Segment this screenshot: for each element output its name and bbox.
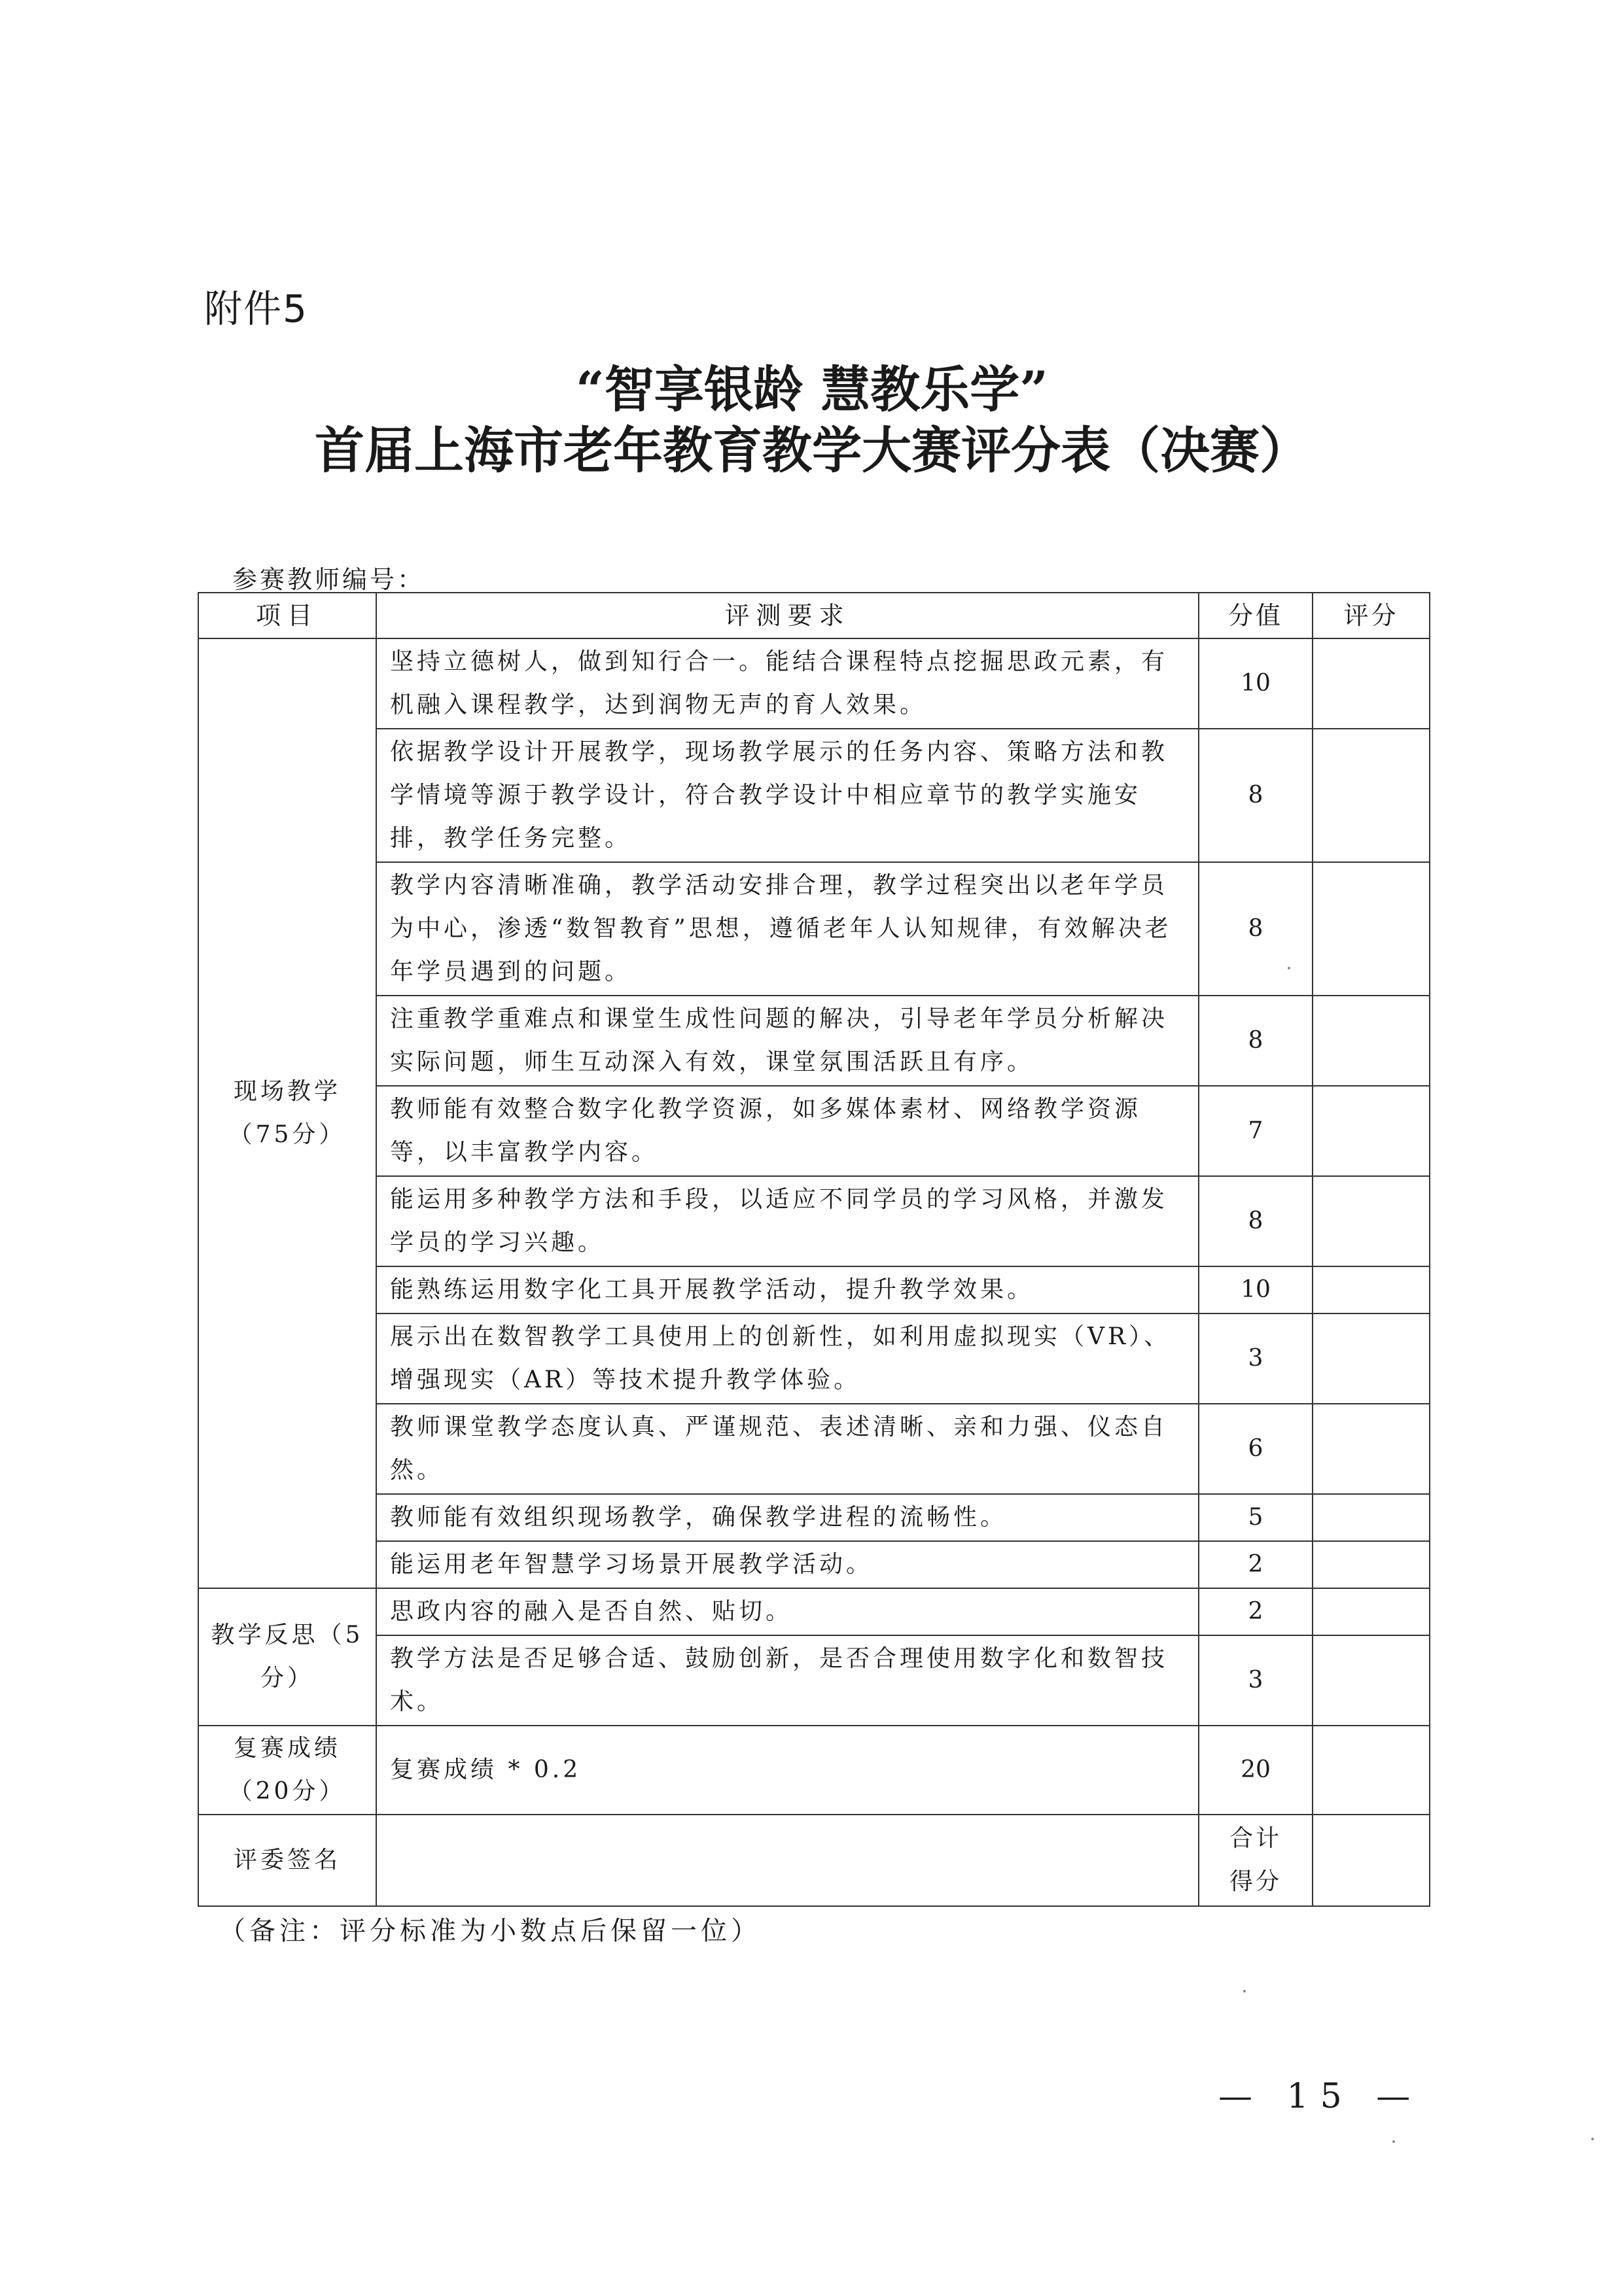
scan-speck — [1243, 1990, 1246, 1992]
score-input-cell[interactable] — [1313, 1266, 1430, 1313]
judge-signature-field[interactable] — [376, 1815, 1199, 1906]
table-row — [198, 1266, 1430, 1313]
table-row — [198, 1176, 1430, 1266]
score-input-cell[interactable] — [1313, 996, 1430, 1086]
section-semifinal: 复赛成绩 （20分） — [198, 1726, 376, 1815]
score-input-cell[interactable] — [1313, 1313, 1430, 1404]
table-row — [198, 1404, 1430, 1494]
section-reflection: 教学反思（5分） — [198, 1588, 376, 1726]
judge-signature-label: 评委签名 — [198, 1815, 376, 1906]
value-cell: 8 — [1199, 996, 1313, 1086]
score-input-cell[interactable] — [1313, 862, 1430, 996]
value-cell: 8 — [1199, 862, 1313, 996]
scan-speck — [1392, 2140, 1395, 2143]
score-input-cell[interactable] — [1313, 1176, 1430, 1266]
score-input-cell[interactable] — [1313, 1086, 1430, 1176]
score-input-cell[interactable] — [1313, 1635, 1430, 1726]
requirement-cell: 注重教学重难点和课堂生成性问题的解决，引导老年学员分析解决实际问题，师生互动深入有效，课堂氛围活跃且有序。 — [376, 996, 1199, 1086]
requirement-cell: 教师能有效整合数字化教学资源，如多媒体素材、网络教学资源等，以丰富教学内容。 — [376, 1086, 1199, 1176]
requirement-cell: 教师课堂教学态度认真、严谨规范、表述清晰、亲和力强、仪态自然。 — [376, 1404, 1199, 1494]
attachment-label: 附件5 — [204, 287, 308, 331]
table-row — [198, 996, 1430, 1086]
score-input-cell[interactable] — [1313, 729, 1430, 862]
value-cell: 8 — [1199, 1176, 1313, 1266]
header-requirement: 评测要求 — [376, 593, 1199, 638]
table-row — [198, 1494, 1430, 1541]
requirement-cell: 能运用老年智慧学习场景开展教学活动。 — [376, 1541, 1199, 1588]
value-cell: 7 — [1199, 1086, 1313, 1176]
value-cell: 8 — [1199, 729, 1313, 862]
requirement-cell: 教学方法是否足够合适、鼓励创新，是否合理使用数字化和数智技术。 — [376, 1635, 1199, 1726]
requirement-cell: 思政内容的融入是否自然、贴切。 — [376, 1588, 1199, 1635]
page-number: — 15 — — [1218, 2077, 1422, 2116]
requirement-cell: 复赛成绩 * 0.2 — [376, 1726, 1199, 1815]
value-cell: 10 — [1199, 1266, 1313, 1313]
total-score-field[interactable] — [1313, 1815, 1430, 1906]
score-input-cell[interactable] — [1313, 1541, 1430, 1588]
total-score-label: 合计 得分 — [1199, 1815, 1313, 1906]
table-row — [198, 862, 1430, 996]
value-cell: 2 — [1199, 1541, 1313, 1588]
table-row — [198, 729, 1430, 862]
value-cell: 10 — [1199, 638, 1313, 729]
value-cell: 3 — [1199, 1313, 1313, 1404]
signature-row — [198, 1815, 1430, 1906]
value-cell: 6 — [1199, 1404, 1313, 1494]
table-row — [198, 1313, 1430, 1404]
section-onsite-teaching: 现场教学 （75分） — [198, 638, 376, 1588]
scoring-table — [198, 592, 1430, 1907]
table-row — [198, 1588, 1430, 1635]
header-item: 项目 — [198, 593, 376, 638]
score-input-cell[interactable] — [1313, 1494, 1430, 1541]
header-row — [198, 593, 1430, 638]
requirement-cell: 展示出在数智教学工具使用上的创新性，如利用虚拟现实（VR）、增强现实（AR）等技术提升教学体验。 — [376, 1313, 1199, 1404]
table-row — [198, 1726, 1430, 1815]
title-line-1: “智享银龄 慧教乐学” — [576, 360, 1048, 419]
score-input-cell[interactable] — [1313, 1404, 1430, 1494]
requirement-cell: 能熟练运用数字化工具开展教学活动，提升教学效果。 — [376, 1266, 1199, 1313]
value-cell: 3 — [1199, 1635, 1313, 1726]
requirement-cell: 坚持立德树人，做到知行合一。能结合课程特点挖掘思政元素，有机融入课程教学，达到润物无声的育人效果。 — [376, 638, 1199, 729]
value-cell: 5 — [1199, 1494, 1313, 1541]
header-score: 评分 — [1313, 593, 1430, 638]
requirement-cell: 教学内容清晰准确，教学活动安排合理，教学过程突出以老年学员为中心，渗透“数智教育”思想，遵循老年人认知规律，有效解决老年学员遇到的问题。 — [376, 862, 1199, 996]
table-row — [198, 1086, 1430, 1176]
score-input-cell[interactable] — [1313, 1726, 1430, 1815]
remark-note: （备注：评分标准为小数点后保留一位） — [219, 1916, 761, 1946]
title-line-2: 首届上海市老年教育教学大赛评分表（决赛） — [315, 421, 1309, 479]
table-row — [198, 1541, 1430, 1588]
table-row — [198, 1635, 1430, 1726]
scan-speck — [1288, 967, 1290, 969]
requirement-cell: 依据教学设计开展教学，现场教学展示的任务内容、策略方法和教学情境等源于教学设计，符合教学设计中相应章节的教学实施安排，教学任务完整。 — [376, 729, 1199, 862]
header-value: 分值 — [1199, 593, 1313, 638]
table-row — [198, 638, 1430, 729]
requirement-cell: 能运用多种教学方法和手段，以适应不同学员的学习风格，并激发学员的学习兴趣。 — [376, 1176, 1199, 1266]
value-cell: 2 — [1199, 1588, 1313, 1635]
teacher-number-label: 参赛教师编号： — [232, 565, 425, 594]
score-input-cell[interactable] — [1313, 638, 1430, 729]
scan-speck — [1591, 2138, 1594, 2140]
value-cell: 20 — [1199, 1726, 1313, 1815]
requirement-cell: 教师能有效组织现场教学，确保教学进程的流畅性。 — [376, 1494, 1199, 1541]
score-input-cell[interactable] — [1313, 1588, 1430, 1635]
